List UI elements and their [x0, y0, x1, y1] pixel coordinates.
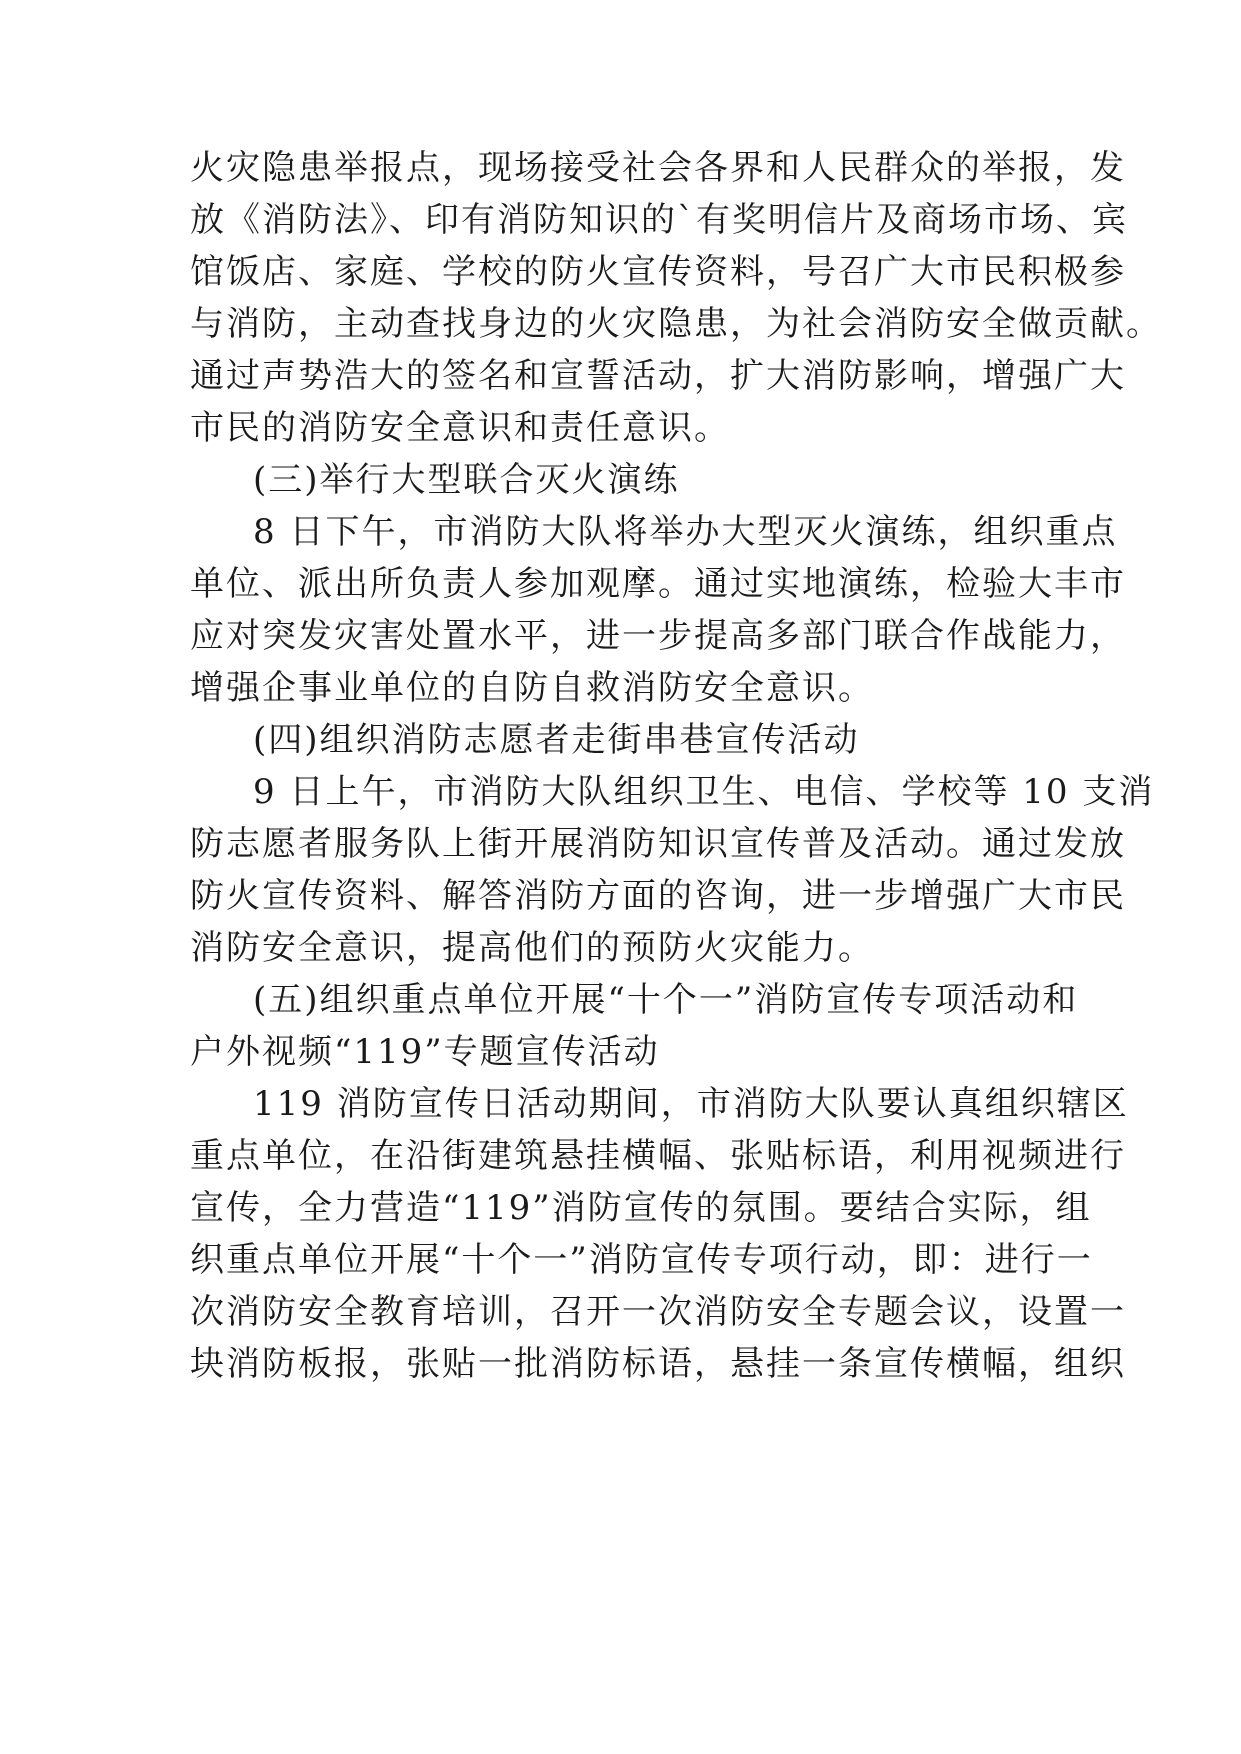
paragraph-line: 市民的消防安全意识和责任意识。	[190, 408, 730, 448]
paragraph-line: 通过声势浩大的签名和宣誓活动，扩大消防影响，增强广大	[190, 356, 1126, 396]
paragraph-line: 防火宣传资料、解答消防方面的咨询，进一步增强广大市民	[190, 876, 1126, 916]
paragraph-line: 9 日上午，市消防大队组织卫生、电信、学校等 10 支消	[253, 772, 1155, 812]
paragraph-line: 应对突发灾害处置水平，进一步提高多部门联合作战能力，	[190, 616, 1126, 656]
paragraph-line: 块消防板报，张贴一批消防标语，悬挂一条宣传横幅，组织	[190, 1344, 1126, 1384]
paragraph-line: 次消防安全教育培训，召开一次消防安全专题会议，设置一	[190, 1292, 1126, 1332]
section-heading: (五)组织重点单位开展“十个一”消防宣传专项活动和	[253, 980, 1079, 1020]
paragraph-line: 宣传，全力营造“119”消防宣传的氛围。要结合实际，组	[190, 1188, 1092, 1228]
paragraph-line: 防志愿者服务队上街开展消防知识宣传普及活动。通过发放	[190, 824, 1126, 864]
paragraph-line: 119 消防宣传日活动期间，市消防大队要认真组织辖区	[253, 1084, 1129, 1124]
paragraph-line: 火灾隐患举报点，现场接受社会各界和人民群众的举报，发	[190, 148, 1126, 188]
paragraph-line: 单位、派出所负责人参加观摩。通过实地演练，检验大丰市	[190, 564, 1126, 604]
paragraph-line: 8 日下午，市消防大队将举办大型灭火演练，组织重点	[253, 512, 1118, 552]
section-heading: (三)举行大型联合灭火演练	[253, 460, 680, 500]
paragraph-line: 馆饭店、家庭、学校的防火宣传资料，号召广大市民积极参	[190, 252, 1126, 292]
paragraph-line: 织重点单位开展“十个一”消防宣传专项行动，即：进行一	[190, 1240, 1093, 1280]
paragraph-line: 与消防，主动查找身边的火灾隐患，为社会消防安全做贡献。	[190, 304, 1162, 344]
section-heading-continued: 户外视频“119”专题宣传活动	[190, 1032, 660, 1072]
paragraph-line: 重点单位，在沿街建筑悬挂横幅、张贴标语，利用视频进行	[190, 1136, 1126, 1176]
section-heading: (四)组织消防志愿者走街串巷宣传活动	[253, 720, 860, 760]
paragraph-line: 增强企事业单位的自防自救消防安全意识。	[190, 668, 874, 708]
paragraph-line: 消防安全意识，提高他们的预防火灾能力。	[190, 928, 874, 968]
paragraph-line: 放《消防法》、印有消防知识的`有奖明信片及商场市场、宾	[190, 200, 1128, 240]
